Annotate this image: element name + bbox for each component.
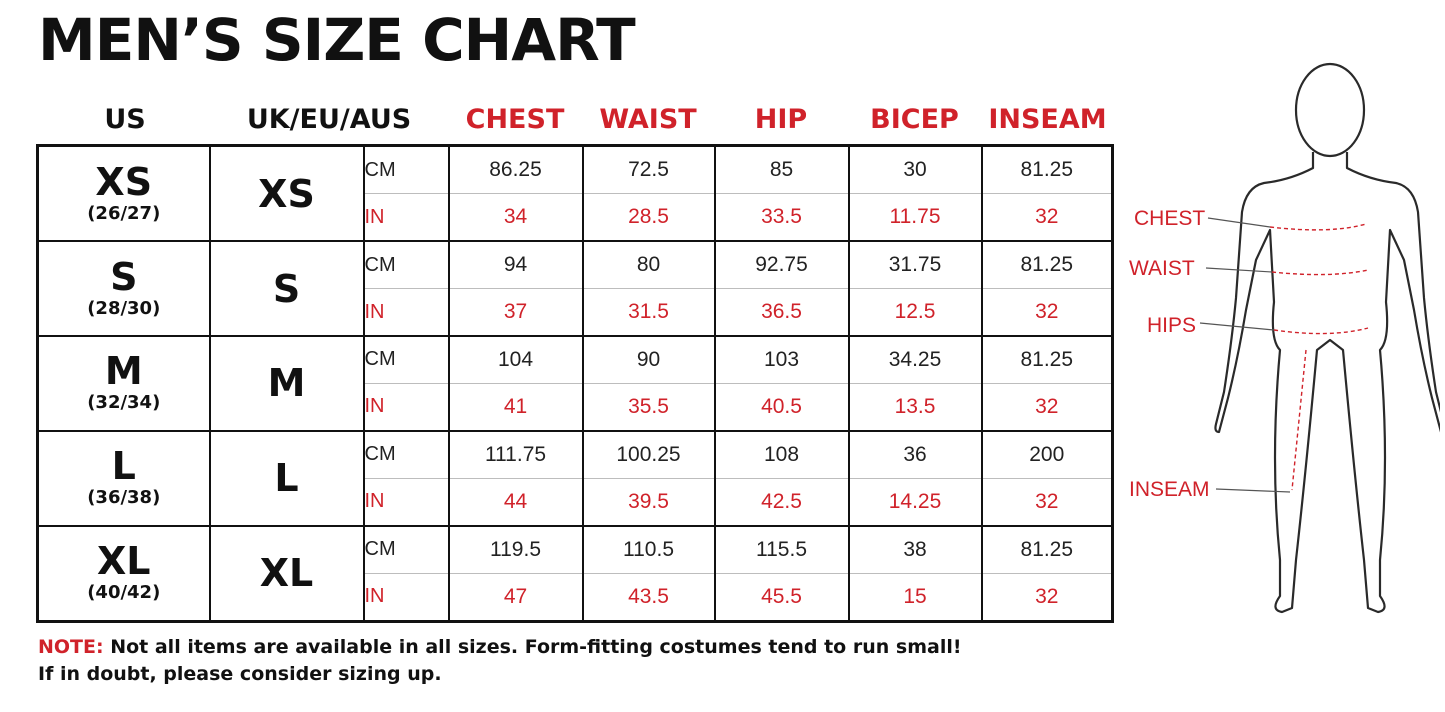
us-size-numbers: (28/30) (87, 297, 161, 319)
table-row (38, 431, 1113, 478)
waist-cm-value: 72.5 (583, 146, 715, 194)
waist-cm-value: 90 (583, 336, 715, 383)
header-bicep: BICEP (870, 104, 959, 135)
hip-cm-value: 92.75 (715, 241, 849, 288)
us-size-numbers: (40/42) (87, 582, 161, 604)
unit-label-cm: CM (364, 241, 449, 288)
bicep-cm-value: 38 (849, 526, 982, 573)
bicep-in-value: 15 (849, 573, 982, 621)
waist-in-value: 39.5 (583, 478, 715, 525)
chest-cm-value: 86.25 (449, 146, 583, 194)
hip-in-value: 33.5 (715, 194, 849, 241)
waist-cm-value: 100.25 (583, 431, 715, 478)
inseam-in-value: 32 (982, 289, 1113, 336)
page-title: MEN’S SIZE CHART (38, 6, 635, 74)
hip-in-value: 45.5 (715, 573, 849, 621)
inseam-cm-value: 200 (982, 431, 1113, 478)
label-leader-lines (1200, 218, 1290, 492)
us-size: XS (95, 159, 153, 204)
header-us: US (104, 104, 146, 135)
chest-cm-value: 119.5 (449, 526, 583, 573)
uk-size: S (272, 266, 301, 311)
us-size: M (104, 349, 143, 394)
uk-size-cell (210, 526, 364, 622)
inseam-cm-value: 81.25 (982, 336, 1113, 383)
inseam-in-value: 32 (982, 194, 1113, 241)
bicep-cm-value: 36 (849, 431, 982, 478)
header-chest: CHEST (465, 104, 565, 135)
hip-cm-value: 85 (715, 146, 849, 194)
note-label: NOTE: (38, 636, 104, 658)
table-row (38, 336, 1113, 383)
figure-label-waist: WAIST (1129, 257, 1195, 280)
us-size-cell (38, 526, 210, 622)
uk-size-cell (210, 431, 364, 526)
bicep-cm-value: 30 (849, 146, 982, 194)
unit-label-in: IN (364, 573, 449, 621)
inseam-cm-value: 81.25 (982, 526, 1113, 573)
waist-cm-value: 110.5 (583, 526, 715, 573)
bicep-cm-value: 31.75 (849, 241, 982, 288)
waist-in-value: 43.5 (583, 573, 715, 621)
bicep-in-value: 13.5 (849, 383, 982, 430)
waist-in-value: 28.5 (583, 194, 715, 241)
chest-cm-value: 104 (449, 336, 583, 383)
unit-label-in: IN (364, 478, 449, 525)
bicep-in-value: 11.75 (849, 194, 982, 241)
us-size-numbers: (36/38) (87, 487, 161, 509)
body-measurement-figure (1120, 40, 1440, 630)
us-size-numbers: (32/34) (87, 392, 161, 414)
us-size-cell (38, 241, 210, 336)
unit-label-in: IN (364, 194, 449, 241)
figure-label-chest: CHEST (1134, 207, 1206, 230)
unit-label-cm: CM (364, 336, 449, 383)
uk-size-cell (210, 336, 364, 431)
body-silhouette (1215, 64, 1440, 612)
inseam-in-value: 32 (982, 383, 1113, 430)
bicep-in-value: 14.25 (849, 478, 982, 525)
inseam-cm-value: 81.25 (982, 146, 1113, 194)
figure-label-hips: HIPS (1147, 314, 1197, 337)
header-inseam: INSEAM (988, 104, 1107, 135)
waist-in-value: 31.5 (583, 289, 715, 336)
unit-label-cm: CM (364, 158, 396, 181)
note-line1: Not all items are available in all sizes. Form-fitting costumes tend to run small! (103, 636, 962, 658)
chest-in-value: 47 (449, 573, 583, 621)
table-row (38, 526, 1113, 573)
us-size: XL (96, 539, 151, 584)
uk-size-cell (210, 241, 364, 336)
unit-label-cm: CM (364, 526, 449, 573)
hip-cm-value: 115.5 (715, 526, 849, 573)
us-size-cell (38, 336, 210, 431)
us-size-cell (38, 146, 210, 242)
hip-cm-value: 108 (715, 431, 849, 478)
size-chart-table (36, 144, 1114, 623)
chest-cm-value: 94 (449, 241, 583, 288)
chest-in-value: 34 (449, 194, 583, 241)
chest-cm-value: 111.75 (449, 431, 583, 478)
header-waist: WAIST (599, 104, 697, 135)
waist-cm-value: 80 (583, 241, 715, 288)
note-line2: If in doubt, please consider sizing up. (38, 663, 442, 685)
unit-label-cm: CM (364, 431, 449, 478)
uk-size: M (267, 361, 306, 406)
inseam-cm-value: 81.25 (982, 241, 1113, 288)
hip-in-value: 42.5 (715, 478, 849, 525)
unit-label-in: IN (364, 383, 449, 430)
header-uk-eu-aus: UK/EU/AUS (246, 104, 412, 135)
hip-cm-value: 103 (715, 336, 849, 383)
us-size: L (111, 444, 136, 489)
chest-in-value: 37 (449, 289, 583, 336)
bicep-in-value: 12.5 (849, 289, 982, 336)
uk-size: L (274, 456, 299, 501)
hip-in-value: 40.5 (715, 383, 849, 430)
chest-in-value: 44 (449, 478, 583, 525)
us-size-cell (38, 431, 210, 526)
inseam-in-value: 32 (982, 573, 1113, 621)
chest-in-value: 41 (449, 383, 583, 430)
inseam-in-value: 32 (982, 478, 1113, 525)
uk-size-cell (210, 146, 364, 242)
unit-label-in: IN (364, 289, 449, 336)
uk-size: XL (259, 551, 314, 596)
uk-size: XS (258, 171, 315, 216)
bicep-cm-value: 34.25 (849, 336, 982, 383)
waist-in-value: 35.5 (583, 383, 715, 430)
figure-label-inseam: INSEAM (1129, 478, 1210, 501)
table-row (38, 146, 1113, 194)
size-note (38, 634, 962, 688)
us-size: S (110, 254, 138, 299)
table-row (38, 241, 1113, 288)
header-hip: HIP (754, 104, 808, 135)
us-size-numbers: (26/27) (87, 202, 161, 224)
hip-in-value: 36.5 (715, 289, 849, 336)
